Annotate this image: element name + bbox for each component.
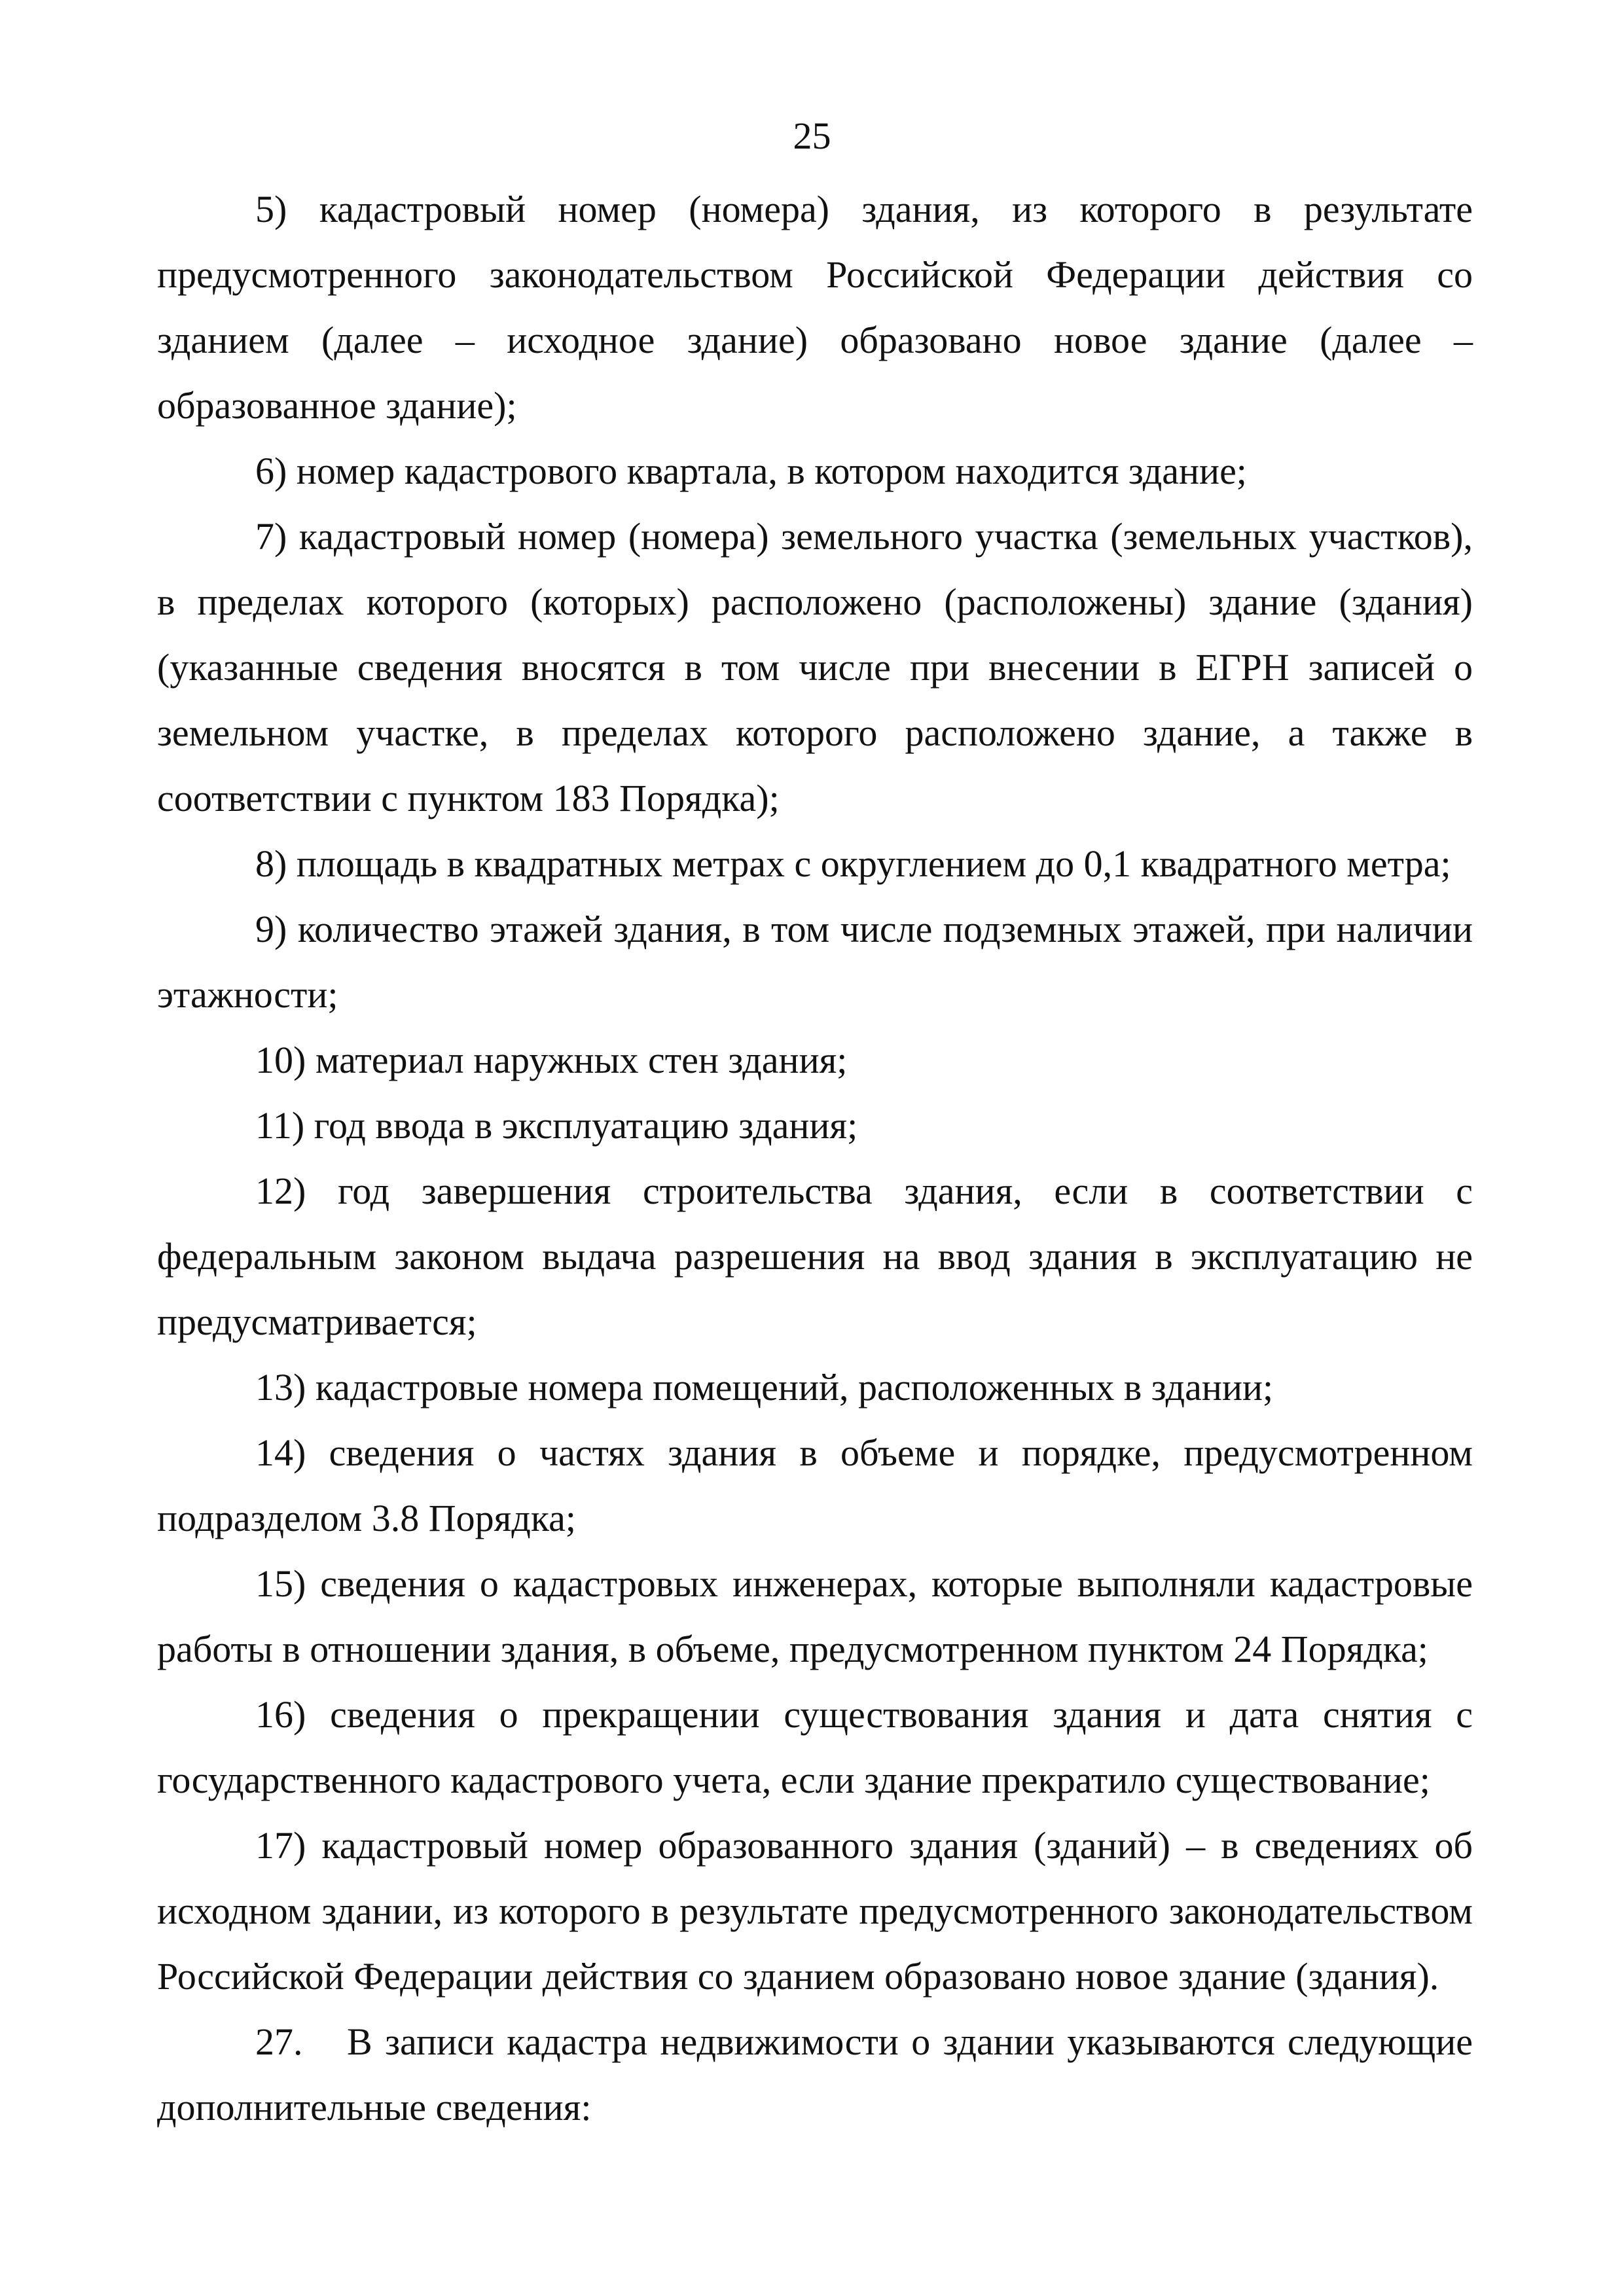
item-text: площадь в квадратных метрах с округлением до 0,1 квадратного метра; xyxy=(296,842,1451,885)
item-number: 5) xyxy=(255,188,287,230)
list-item-11 xyxy=(157,1093,1473,1158)
item-number: 12) xyxy=(255,1170,306,1212)
list-item-8 xyxy=(157,831,1473,897)
item-number: 9) xyxy=(255,908,287,950)
item-number: 8) xyxy=(255,842,287,885)
section-number: 27. xyxy=(255,2020,303,2063)
item-text: кадастровый номер (номера) земельного участка (земельных участков), в пределах которого (которых) расположено (расположены) здание (здания) (указанные сведения вносятся в том числе при внесении в ЕГРН записей о земельном участке, в пределах которого расположено здание, а также в соответствии с пунктом 183 Порядка); xyxy=(157,515,1473,819)
item-text: сведения о кадастровых инженерах, которые выполняли кадастровые работы в отношении здания, в объеме, предусмотренном пунктом 24 Порядка; xyxy=(157,1562,1473,1670)
item-number: 7) xyxy=(255,515,287,558)
item-text: материал наружных стен здания; xyxy=(315,1039,848,1081)
item-number: 6) xyxy=(255,450,287,492)
item-text: год ввода в эксплуатацию здания; xyxy=(314,1104,858,1147)
item-number: 15) xyxy=(255,1562,306,1605)
item-number: 17) xyxy=(255,1824,306,1867)
item-number: 11) xyxy=(255,1104,305,1147)
list-item-16 xyxy=(157,1682,1473,1813)
item-text: кадастровый номер (номера) здания, из которого в результате предусмотренного законодательством Российской Федерации действия со зданием (далее – исходное здание) образовано новое здание (далее – образованное здание); xyxy=(157,188,1473,427)
page-number: 25 xyxy=(793,115,831,157)
list-item-12 xyxy=(157,1158,1473,1355)
item-number: 16) xyxy=(255,1693,306,1736)
list-item-5 xyxy=(157,177,1473,439)
list-item-7 xyxy=(157,504,1473,831)
item-text: сведения о прекращении существования здания и дата снятия с государственного кадастрового учета, если здание прекратило существование; xyxy=(157,1693,1473,1801)
item-number: 13) xyxy=(255,1366,306,1408)
item-text: сведения о частях здания в объеме и порядке, предусмотренном подразделом 3.8 Порядка; xyxy=(157,1431,1473,1539)
list-item-6 xyxy=(157,439,1473,504)
list-item-17 xyxy=(157,1813,1473,2009)
section-27 xyxy=(157,2009,1473,2140)
item-text: количество этажей здания, в том числе подземных этажей, при наличии этажности; xyxy=(157,908,1473,1016)
item-number: 14) xyxy=(255,1431,306,1474)
list-item-9 xyxy=(157,897,1473,1028)
list-item-10 xyxy=(157,1028,1473,1093)
item-number: 10) xyxy=(255,1039,306,1081)
page-content xyxy=(157,177,1473,2140)
list-item-13 xyxy=(157,1355,1473,1420)
item-text: кадастровый номер образованного здания (зданий) – в сведениях об исходном здании, из которого в результате предусмотренного законодательством Российской Федерации действия со зданием образовано новое здание (здания). xyxy=(157,1824,1473,1998)
item-text: кадастровые номера помещений, расположенных в здании; xyxy=(315,1366,1274,1408)
list-item-15 xyxy=(157,1551,1473,1682)
section-text: В записи кадастра недвижимости о здании указываются следующие дополнительные сведения: xyxy=(157,2020,1473,2128)
item-text: год завершения строительства здания, если в соответствии с федеральным законом выдача разрешения на ввод здания в эксплуатацию не предусматривается; xyxy=(157,1170,1473,1343)
list-item-14 xyxy=(157,1420,1473,1551)
item-text: номер кадастрового квартала, в котором находится здание; xyxy=(296,450,1247,492)
